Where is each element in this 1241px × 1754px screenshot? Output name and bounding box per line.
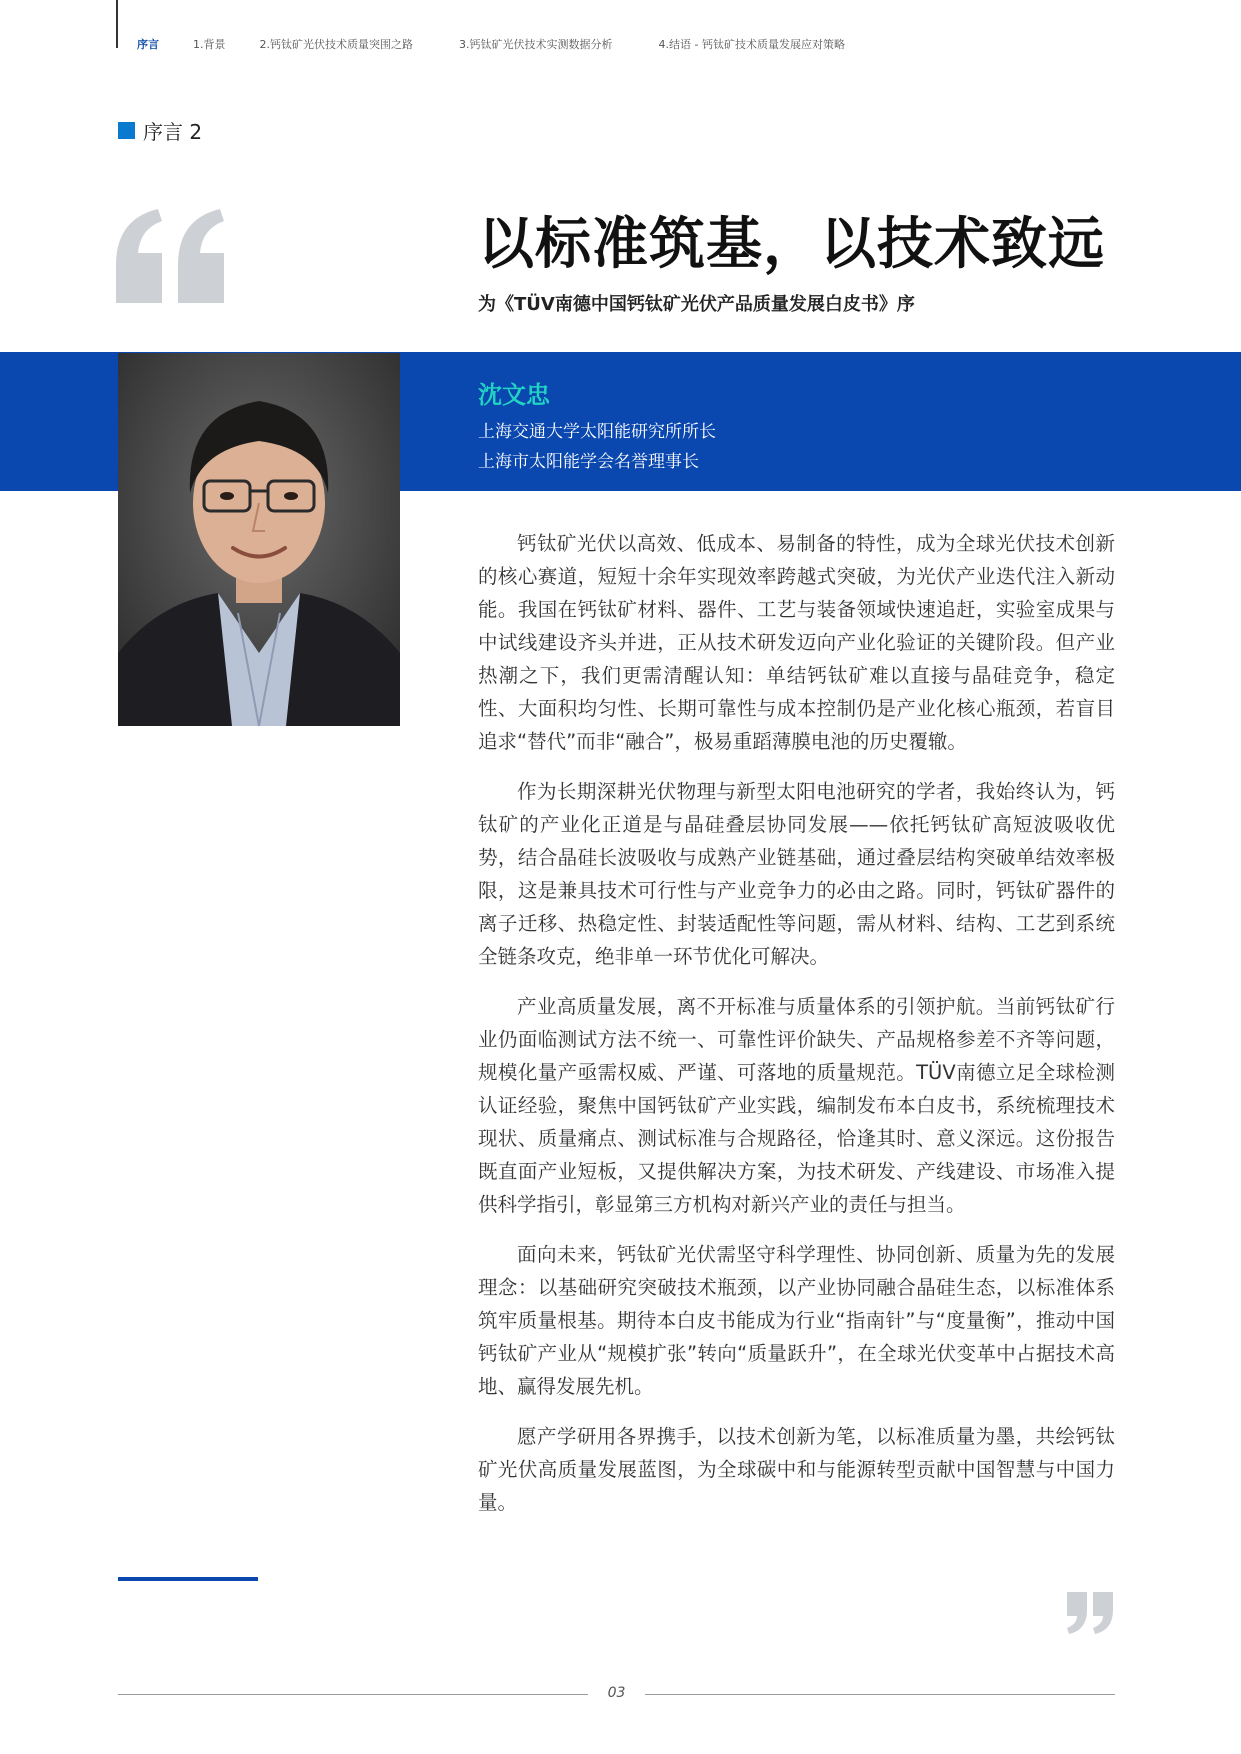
nav-divider xyxy=(116,0,118,48)
nav-item-background[interactable]: 1.背景 xyxy=(193,38,226,51)
article-body xyxy=(478,527,1115,1536)
accent-bar xyxy=(118,1577,258,1581)
footer-rule-right xyxy=(645,1694,1115,1695)
footer-rule-left xyxy=(118,1694,588,1695)
section-square-icon xyxy=(118,122,135,139)
section-label-text: 序言 2 xyxy=(143,120,203,144)
body-paragraph: 产业高质量发展，离不开标准与质量体系的引领护航。当前钙钛矿行业仍面临测试方法不统一、可靠性评价缺失、产品规格参差不齐等问题，规模化量产亟需权威、严谨、可落地的质量规范。TÜV南德立足全球检测认证经验，聚焦中国钙钛矿产业实践，编制发布本白皮书，系统梳理技术现状、质量痛点、测试标准与合规路径，恰逢其时、意义深远。这份报告既直面产业短板，又提供解决方案，为技术研发、产线建设、市场准入提供科学指引，彰显第三方机构对新兴产业的责任与担当。 xyxy=(478,995,1115,1216)
page-title: 以标准筑基，以技术致远 xyxy=(478,212,1105,277)
body-paragraph: 面向未来，钙钛矿光伏需坚守科学理性、协同创新、质量为先的发展理念：以基础研究突破技术瓶颈，以产业协同融合晶硅生态，以标准体系筑牢质量根基。期待本白皮书能成为行业“指南针”与“度量衡”，推动中国钙钛矿产业从“规模扩张”转向“质量跃升”，在全球光伏变革中占据技术高地、赢得发展先机。 xyxy=(478,1243,1115,1398)
author-title-2: 上海市太阳能学会名誉理事长 xyxy=(478,452,699,472)
nav-item-quality-breakthrough[interactable]: 2.钙钛矿光伏技术质量突围之路 xyxy=(259,38,413,51)
nav-item-preface[interactable]: 序言 xyxy=(137,38,159,51)
nav-item-test-data-analysis[interactable]: 3.钙钛矿光伏技术实测数据分析 xyxy=(459,38,613,51)
page-subtitle: 为《TÜV南德中国钙钛矿光伏产品质量发展白皮书》序 xyxy=(478,294,915,315)
body-paragraph: 作为长期深耕光伏物理与新型太阳电池研究的学者，我始终认为，钙钛矿的产业化正道是与晶硅叠层协同发展——依托钙钛矿高短波吸收优势，结合晶硅长波吸收与成熟产业链基础，通过叠层结构突破单结效率极限，这是兼具技术可行性与产业竞争力的必由之路。同时，钙钛矿器件的离子迁移、热稳定性、封装适配性等问题，需从材料、结构、工艺到系统全链条攻克，绝非单一环节优化可解决。 xyxy=(478,780,1115,968)
author-name: 沈文忠 xyxy=(478,381,550,409)
author-title-1: 上海交通大学太阳能研究所所长 xyxy=(478,422,716,442)
body-paragraph: 愿产学研用各界携手，以技术创新为笔，以标准质量为墨，共绘钙钛矿光伏高质量发展蓝图，为全球碳中和与能源转型贡献中国智慧与中国力量。 xyxy=(478,1425,1115,1514)
body-paragraph: 钙钛矿光伏以高效、低成本、易制备的特性，成为全球光伏技术创新的核心赛道，短短十余年实现效率跨越式突破，为光伏产业迭代注入新动能。我国在钙钛矿材料、器件、工艺与装备领域快速追赶，实验室成果与中试线建设齐头并进，正从技术研发迈向产业化验证的关键阶段。但产业热潮之下，我们更需清醒认知：单结钙钛矿难以直接与晶硅竞争，稳定性、大面积均匀性、长期可靠性与成本控制仍是产业化核心瓶颈，若盲目追求“替代”而非“融合”，极易重蹈薄膜电池的历史覆辙。 xyxy=(478,532,1115,753)
section-label xyxy=(118,116,202,145)
top-navigation xyxy=(137,36,845,52)
page-number: 03 xyxy=(607,1685,626,1701)
author-portrait xyxy=(118,353,400,726)
open-quote-icon xyxy=(112,205,230,311)
nav-item-conclusion[interactable]: 4.结语 - 钙钛矿技术质量发展应对策略 xyxy=(658,38,845,51)
close-quote-icon xyxy=(1065,1590,1115,1640)
